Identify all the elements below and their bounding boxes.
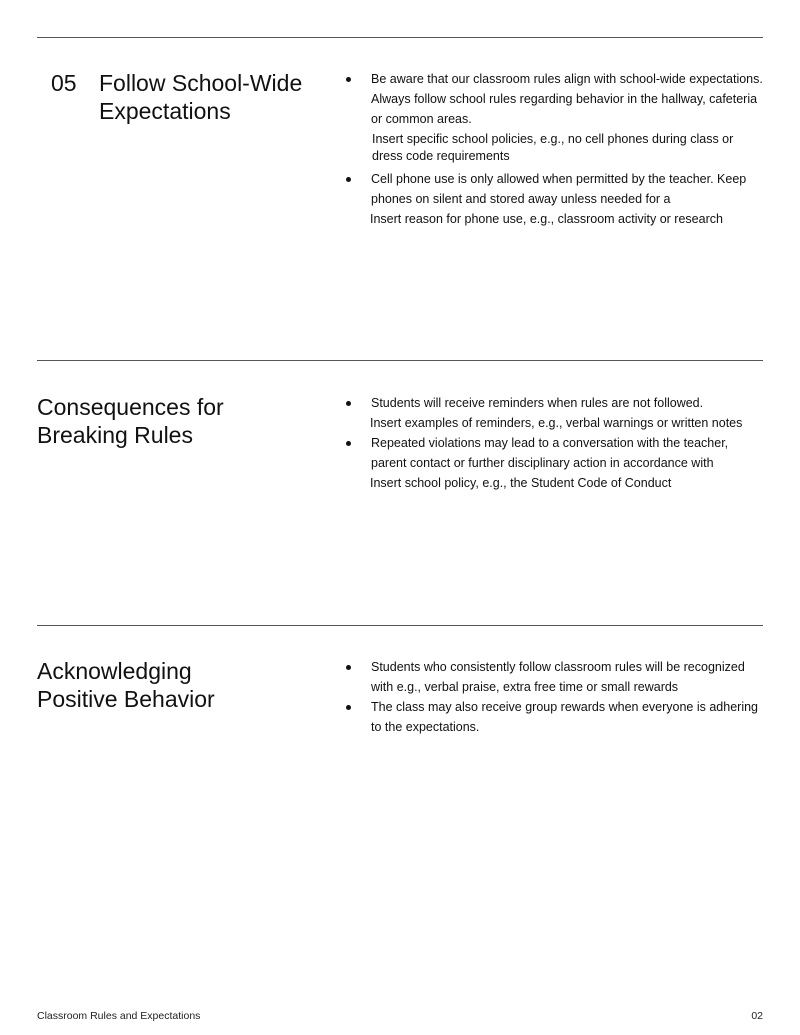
bullet-icon	[346, 705, 351, 710]
section-heading-school-wide	[51, 69, 329, 125]
placeholder-note: Insert reason for phone use, e.g., classroom activity or research	[370, 212, 723, 226]
bullet-list-consequences	[346, 393, 766, 493]
list-item	[346, 433, 766, 493]
bullet-list-school-wide	[346, 69, 766, 229]
bullet-icon	[346, 441, 351, 446]
bullet-text: Be aware that our classroom rules align with school-wide expectations. Always follow school rules regarding behavior in the hallway, cafeteria or common areas.	[371, 72, 763, 126]
section-title: Follow School-Wide Expectations	[99, 70, 303, 124]
list-item	[346, 69, 766, 165]
section-divider	[37, 37, 763, 38]
placeholder-note: Insert specific school policies, e.g., no cell phones during class or dress code requirements	[372, 132, 734, 163]
bullet-icon	[346, 77, 351, 82]
section-title: Consequences for Breaking Rules	[37, 394, 224, 448]
list-item	[346, 169, 766, 229]
bullet-text: Students will receive reminders when rules are not followed.	[371, 396, 704, 410]
bullet-text: Cell phone use is only allowed when permitted by the teacher. Keep phones on silent and stored away unless needed for a	[371, 172, 747, 206]
list-item	[346, 393, 766, 433]
section-title: Acknowledging Positive Behavior	[37, 658, 215, 712]
list-item	[346, 697, 766, 737]
section-number: 05	[51, 70, 77, 96]
placeholder-note: Insert examples of reminders, e.g., verbal warnings or written notes	[370, 416, 743, 430]
section-divider	[37, 360, 763, 361]
bullet-icon	[346, 665, 351, 670]
bullet-icon	[346, 401, 351, 406]
bullet-text: Students who consistently follow classroom rules will be recognized with e.g., verbal praise, extra free time or small rewards	[371, 660, 745, 694]
section-divider	[37, 625, 763, 626]
placeholder-note: Insert school policy, e.g., the Student Code of Conduct	[370, 476, 672, 490]
footer-page-number: 02	[751, 1010, 763, 1022]
bullet-text: Repeated violations may lead to a conversation with the teacher, parent contact or further disciplinary action in accordance with	[371, 436, 729, 470]
bullet-text: The class may also receive group rewards when everyone is adhering to the expectations.	[371, 700, 758, 734]
footer-document-title: Classroom Rules and Expectations	[37, 1010, 201, 1022]
bullet-icon	[346, 177, 351, 182]
list-item	[346, 657, 766, 697]
bullet-list-positive-behavior	[346, 657, 766, 737]
